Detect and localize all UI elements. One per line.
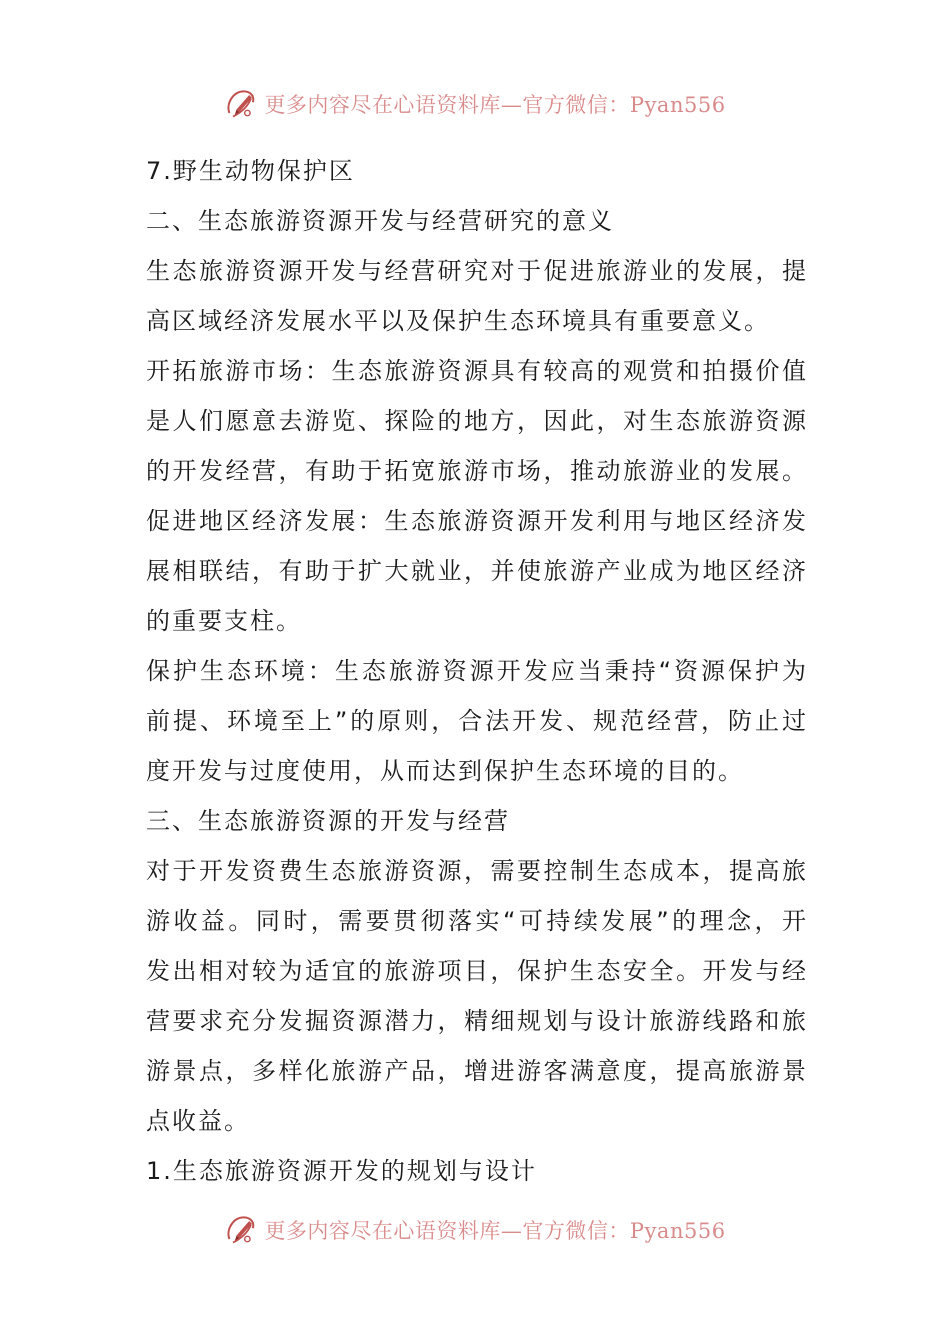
text-line: 的重要支柱。 [146, 607, 302, 635]
pen-nib-swirl-icon [224, 1212, 260, 1248]
text-line: 对于开发资费生态旅游资源，需要控制生态成本，提高旅 [146, 857, 806, 885]
text-line: 二、生态旅游资源开发与经营研究的意义 [146, 207, 614, 235]
text-line: 是人们愿意去游览、探险的地方，因此，对生态旅游资源 [146, 407, 806, 435]
text-line: 的开发经营，有助于拓宽旅游市场，推动旅游业的发展。 [146, 457, 806, 485]
text-line: 展相联结，有助于扩大就业，并使旅游产业成为地区经济 [146, 557, 806, 585]
text-line: 促进地区经济发展：生态旅游资源开发利用与地区经济发 [146, 507, 806, 535]
text-line: 游景点，多样化旅游产品，增进游客满意度，提高旅游景 [146, 1057, 806, 1085]
text-line: 高区域经济发展水平以及保护生态环境具有重要意义。 [146, 307, 770, 335]
text-line: 开拓旅游市场：生态旅游资源具有较高的观赏和拍摄价值 [146, 357, 806, 385]
text-line: 保护生态环境：生态旅游资源开发应当秉持“资源保护为 [146, 657, 806, 685]
watermark-text: 更多内容尽在心语资料库—官方微信：Pyan556 [264, 93, 726, 117]
footer-watermark [0, 1210, 950, 1250]
text-line: 点收益。 [146, 1107, 250, 1135]
text-line: 7.野生动物保护区 [146, 157, 355, 185]
text-line: 三、生态旅游资源的开发与经营 [146, 807, 510, 835]
text-line: 发出相对较为适宜的旅游项目，保护生态安全。开发与经 [146, 957, 806, 985]
pen-nib-swirl-icon [224, 86, 260, 122]
watermark-text: 更多内容尽在心语资料库—官方微信：Pyan556 [264, 1219, 726, 1243]
text-line: 营要求充分发掘资源潜力，精细规划与设计旅游线路和旅 [146, 1007, 806, 1035]
text-line: 生态旅游资源开发与经营研究对于促进旅游业的发展，提 [146, 257, 806, 285]
text-line: 1.生态旅游资源开发的规划与设计 [146, 1157, 537, 1185]
text-line: 度开发与过度使用，从而达到保护生态环境的目的。 [146, 757, 744, 785]
document-body [146, 146, 806, 1196]
text-line: 游收益。同时，需要贯彻落实“可持续发展”的理念，开 [146, 907, 806, 935]
text-line: 前提、环境至上”的原则，合法开发、规范经营，防止过 [146, 707, 806, 735]
header-watermark [0, 84, 950, 124]
